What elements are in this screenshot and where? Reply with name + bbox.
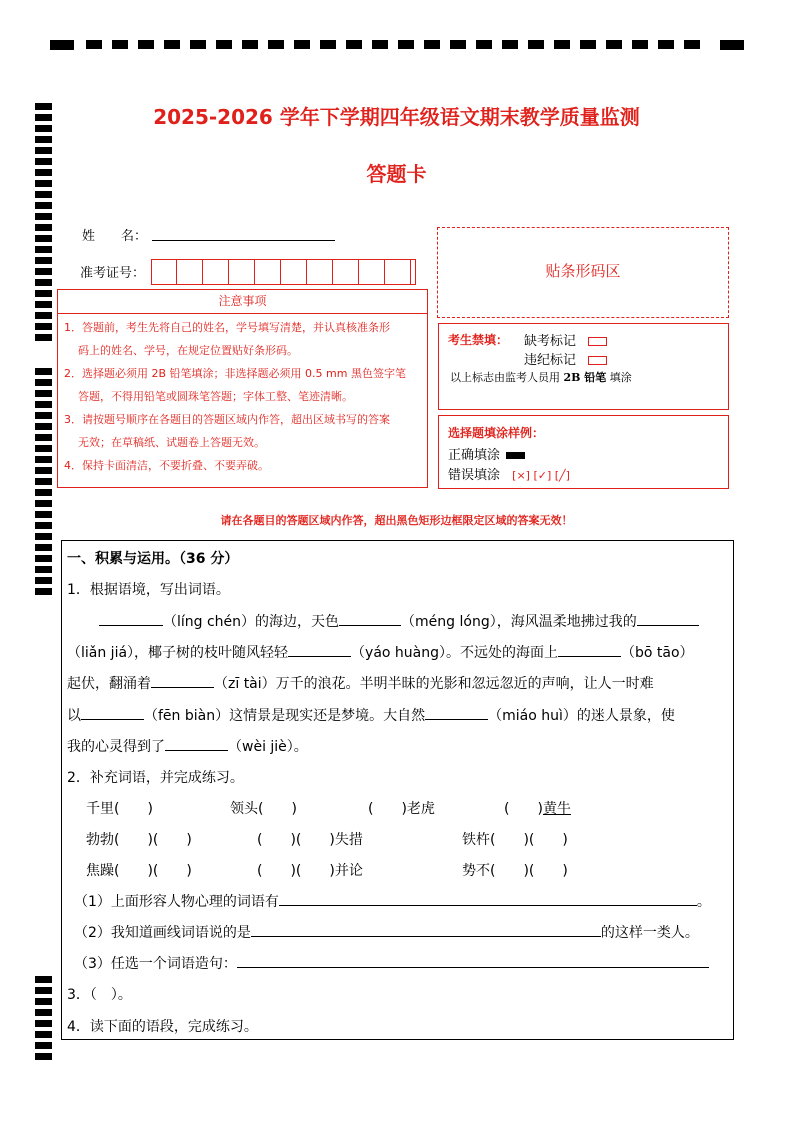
answer-blank[interactable] [288, 656, 351, 657]
fill-sample-box [438, 415, 729, 489]
q2-sub-2: （2）我知道画线词语说的是 的这样一类人。 [74, 925, 699, 941]
forbidden-note-prefix: 以上标志由监考人员用 [450, 371, 560, 384]
word-item[interactable]: 铁杵( )( ) [462, 832, 568, 848]
name-field[interactable] [152, 240, 335, 241]
word-item[interactable]: 千里( ) [86, 801, 153, 817]
answer-line[interactable] [279, 905, 697, 906]
violation-mark-box[interactable] [588, 356, 607, 365]
forbidden-note-suffix: 填涂 [609, 371, 632, 384]
q1-line: （líng chén）的海边，天色 （méng lóng），海风温柔地拂过我的 [99, 611, 699, 631]
barcode-area [437, 227, 729, 318]
absent-mark-label: 缺考标记 [524, 334, 577, 349]
word-item[interactable]: ( )老虎 [368, 801, 435, 817]
wrong-fill-marks: [×] [✓] [╱] [512, 469, 570, 482]
word-item[interactable]: ( )黄牛 [504, 801, 571, 817]
q1-line: 起伏，翻涌着 （zī tài）万千的浪花。半明半昧的光影和忽远忽近的声响，让人一时难 [67, 676, 654, 692]
question-2-title: 2．补充词语，并完成练习。 [67, 770, 244, 786]
answer-blank[interactable] [165, 750, 228, 751]
answer-line[interactable] [251, 936, 601, 937]
word-item[interactable]: 焦躁( )( ) [86, 863, 192, 879]
answer-blank[interactable] [81, 719, 144, 720]
answer-blank[interactable] [99, 625, 163, 626]
answer-area [61, 540, 734, 1040]
notice-item: 无效；在草稿纸、试题卷上答题无效。 [78, 436, 265, 449]
underlined-word: 黄牛 [542, 801, 571, 817]
correct-fill-sample [506, 452, 525, 459]
answer-blank[interactable] [425, 719, 488, 720]
answer-blank[interactable] [339, 625, 401, 626]
answer-blank[interactable] [637, 625, 699, 626]
name-label: 姓 名： [82, 229, 148, 244]
word-item[interactable]: ( )( )失措 [257, 832, 363, 848]
notice-item: 3．请按题号顺序在各题目的答题区域内作答，超出区域书写的答案 [64, 413, 390, 426]
q2-sub-3: （3）任选一个词语造句： [74, 953, 709, 973]
question-4-title: 4．读下面的语段，完成练习。 [67, 1019, 258, 1035]
barcode-label: 贴条形码区 [545, 262, 621, 280]
forbidden-box [438, 323, 729, 410]
notice-title: 注意事项 [58, 290, 427, 314]
notice-item: 2．选择题必须用 2B 铅笔填涂；非选择题必须用 0.5 mm 黑色签字笔 [64, 367, 406, 380]
forbidden-label: 考生禁填： [448, 333, 509, 347]
notice-box [57, 289, 428, 488]
answer-area-warning: 请在各题目的答题区域内作答，超出黑色矩形边框限定区域的答案无效！ [220, 514, 573, 527]
fill-sample-title: 选择题填涂样例： [448, 426, 545, 440]
q1-line: 我的心灵得到了 （wèi jiè）。 [67, 739, 308, 755]
question-3: 3．（ ）。 [67, 987, 132, 1003]
wrong-fill-label: 错误填涂 [448, 468, 501, 483]
absent-mark-box[interactable] [588, 337, 607, 346]
q2-sub-1: （1）上面形容人物心理的词语有 。 [74, 894, 711, 910]
word-item[interactable]: 勃勃( )( ) [86, 832, 192, 848]
q1-line: 以 （fēn biàn）这情景是现实还是梦境。大自然 （miáo huì）的迷人景象，使 [67, 708, 675, 724]
forbidden-note-bold: 2B 铅笔 [563, 371, 607, 384]
word-item[interactable]: ( )( )并论 [257, 863, 363, 879]
q1-line: （liǎn jiá），椰子树的枝叶随风轻轻 （yáo huàng）。不远处的海面上 （bō tāo） [67, 645, 694, 661]
notice-item: 码上的姓名、学号，在规定位置贴好条形码。 [78, 344, 298, 357]
answer-blank[interactable] [558, 656, 621, 657]
violation-mark-label: 违纪标记 [524, 353, 577, 368]
answer-blank[interactable] [151, 687, 214, 688]
page-title: 2025-2026 学年下学期四年级语文期末教学质量监测 [153, 105, 640, 129]
word-item[interactable]: 领头( ) [230, 801, 297, 817]
notice-item: 1．答题前，考生先将自己的姓名，学号填写清楚，并认真核准条形 [64, 321, 390, 334]
section-heading: 一、积累与运用。（36 分） [67, 551, 239, 567]
word-item[interactable]: 势不( )( ) [462, 863, 568, 879]
question-1-title: 1．根据语境，写出词语。 [67, 582, 230, 598]
correct-fill-label: 正确填涂 [448, 448, 501, 463]
notice-item: 4．保持卡面清洁，不要折叠、不要弄破。 [64, 459, 269, 472]
notice-item: 答题，不得用铅笔或圆珠笔答题；字体工整、笔迹清晰。 [78, 390, 353, 403]
answer-line[interactable] [237, 967, 709, 968]
exam-id-boxes[interactable] [151, 259, 416, 285]
exam-id-label: 准考证号： [80, 266, 146, 281]
page-subtitle: 答题卡 [366, 162, 427, 186]
